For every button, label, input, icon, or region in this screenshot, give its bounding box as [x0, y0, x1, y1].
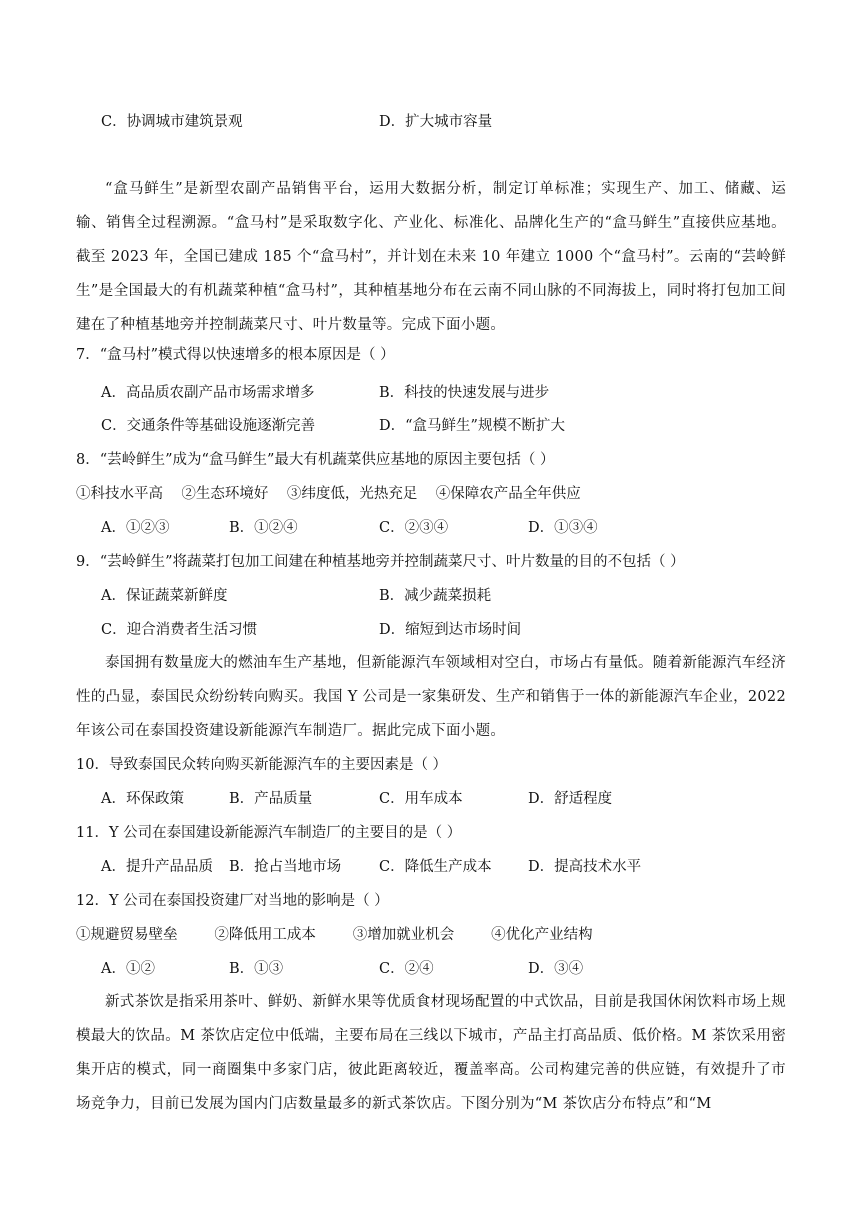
question-8-option-d: D．①③④ [528, 520, 598, 536]
question-7-stem: 7．“盒马村”模式得以快速增多的根本原因是（ ） [76, 347, 395, 363]
question-11-stem: 11．Y 公司在泰国建设新能源汽车制造厂的主要目的是（ ） [76, 825, 462, 841]
question-11-option-c: C．降低生产成本 [379, 859, 492, 875]
question-10-option-a: A．环保政策 [101, 791, 184, 807]
question-12-option-b: B．①③ [229, 961, 284, 977]
question-8-option-c: C．②③④ [379, 520, 449, 536]
question-10-stem: 10．导致泰国民众转向购买新能源汽车的主要因素是（ ） [76, 757, 448, 773]
question-7-option-a: A．高品质农副产品市场需求增多 [101, 385, 315, 401]
question-11-option-b: B．抢占当地市场 [229, 859, 342, 875]
question-8-items: ①科技水平高 ②生态环境好 ③纬度低，光热充足 ④保障农产品全年供应 [76, 486, 581, 502]
question-11-option-d: D．提高技术水平 [528, 859, 642, 875]
question-9-option-d: D．缩短到达市场时间 [379, 622, 522, 638]
question-10-option-c: C．用车成本 [379, 791, 463, 807]
question-7-option-c: C．交通条件等基础设施逐渐完善 [101, 418, 316, 434]
question-7-option-d: D．“盒马鲜生”规模不断扩大 [379, 418, 565, 434]
question-9-stem: 9．“芸岭鲜生”将蔬菜打包加工间建在种植基地旁并控制蔬菜尺寸、叶片数量的目的不包括（ ） [76, 554, 685, 570]
option-d: D．扩大城市容量 [379, 114, 493, 130]
question-9-option-b: B．减少蔬菜损耗 [379, 588, 492, 604]
question-9-option-a: A．保证蔬菜新鲜度 [101, 588, 228, 604]
question-8-option-b: B．①②④ [229, 520, 298, 536]
option-c: C．协调城市建筑景观 [101, 114, 243, 130]
question-8-option-a: A．①②③ [101, 520, 170, 536]
question-9-option-c: C．迎合消费者生活习惯 [101, 622, 258, 638]
passage-thailand-ev: 泰国拥有数量庞大的燃油车生产基地，但新能源汽车领域相对空白，市场占有量低。随着新能源汽车经济性的凸显，泰国民众纷纷转向购买。我国 Y 公司是一家集研发、生产和销售于一体的新能源汽车企业，2022 年该公司在泰国投资建设新能源汽车制造厂。据此完成下面小题。 [76, 655, 786, 739]
question-11-option-a: A．提升产品品质 [101, 859, 213, 875]
passage-tea-drinks: 新式茶饮是指采用茶叶、鲜奶、新鲜水果等优质食材现场配置的中式饮品，目前是我国休闲饮料市场上规模最大的饮品。M 茶饮店定位中低端，主要布局在三线以下城市，产品主打高品质、低价格。M 茶饮采用密集开店的模式，同一商圈集中多家门店，彼此距离较近，覆盖率高。公司构建完善的供应链，有效提升了市场竞争力，目前已发展为国内门店数量最多的新式茶饮店。下图分别为“M 茶饮店分布特点”和“M [76, 994, 786, 1112]
question-12-option-c: C．②④ [379, 961, 434, 977]
question-7-option-b: B．科技的快速发展与进步 [379, 385, 550, 401]
question-12-option-d: D．③④ [528, 961, 584, 977]
question-12-option-a: A．①② [101, 961, 155, 977]
question-12-stem: 12．Y 公司在泰国投资建厂对当地的影响是（ ） [76, 893, 389, 909]
passage-hema: “盒马鲜生”是新型农副产品销售平台，运用大数据分析，制定订单标准；实现生产、加工、储藏、运输、销售全过程溯源。“盒马村”是采取数字化、产业化、标准化、品牌化生产的“盒马鲜生”直接供应基地。截至 2023 年，全国已建成 185 个“盒马村”，并计划在未来 10 年建立 1000 个“盒马村”。云南的“芸岭鲜生”是全国最大的有机蔬菜种植“盒马村”，其种植基地分布在云南不同山脉的不同海拔上，同时将打包加工间建在了种植基地旁并控制蔬菜尺寸、叶片数量等。完成下面小题。 [76, 181, 786, 333]
question-10-option-d: D．舒适程度 [528, 791, 613, 807]
question-10-option-b: B．产品质量 [229, 791, 313, 807]
question-8-stem: 8．“芸岭鲜生”成为“盒马鲜生”最大有机蔬菜供应基地的原因主要包括（ ） [76, 452, 555, 468]
question-12-items: ①规避贸易壁垒 ②降低用工成本 ③增加就业机会 ④优化产业结构 [76, 927, 593, 943]
